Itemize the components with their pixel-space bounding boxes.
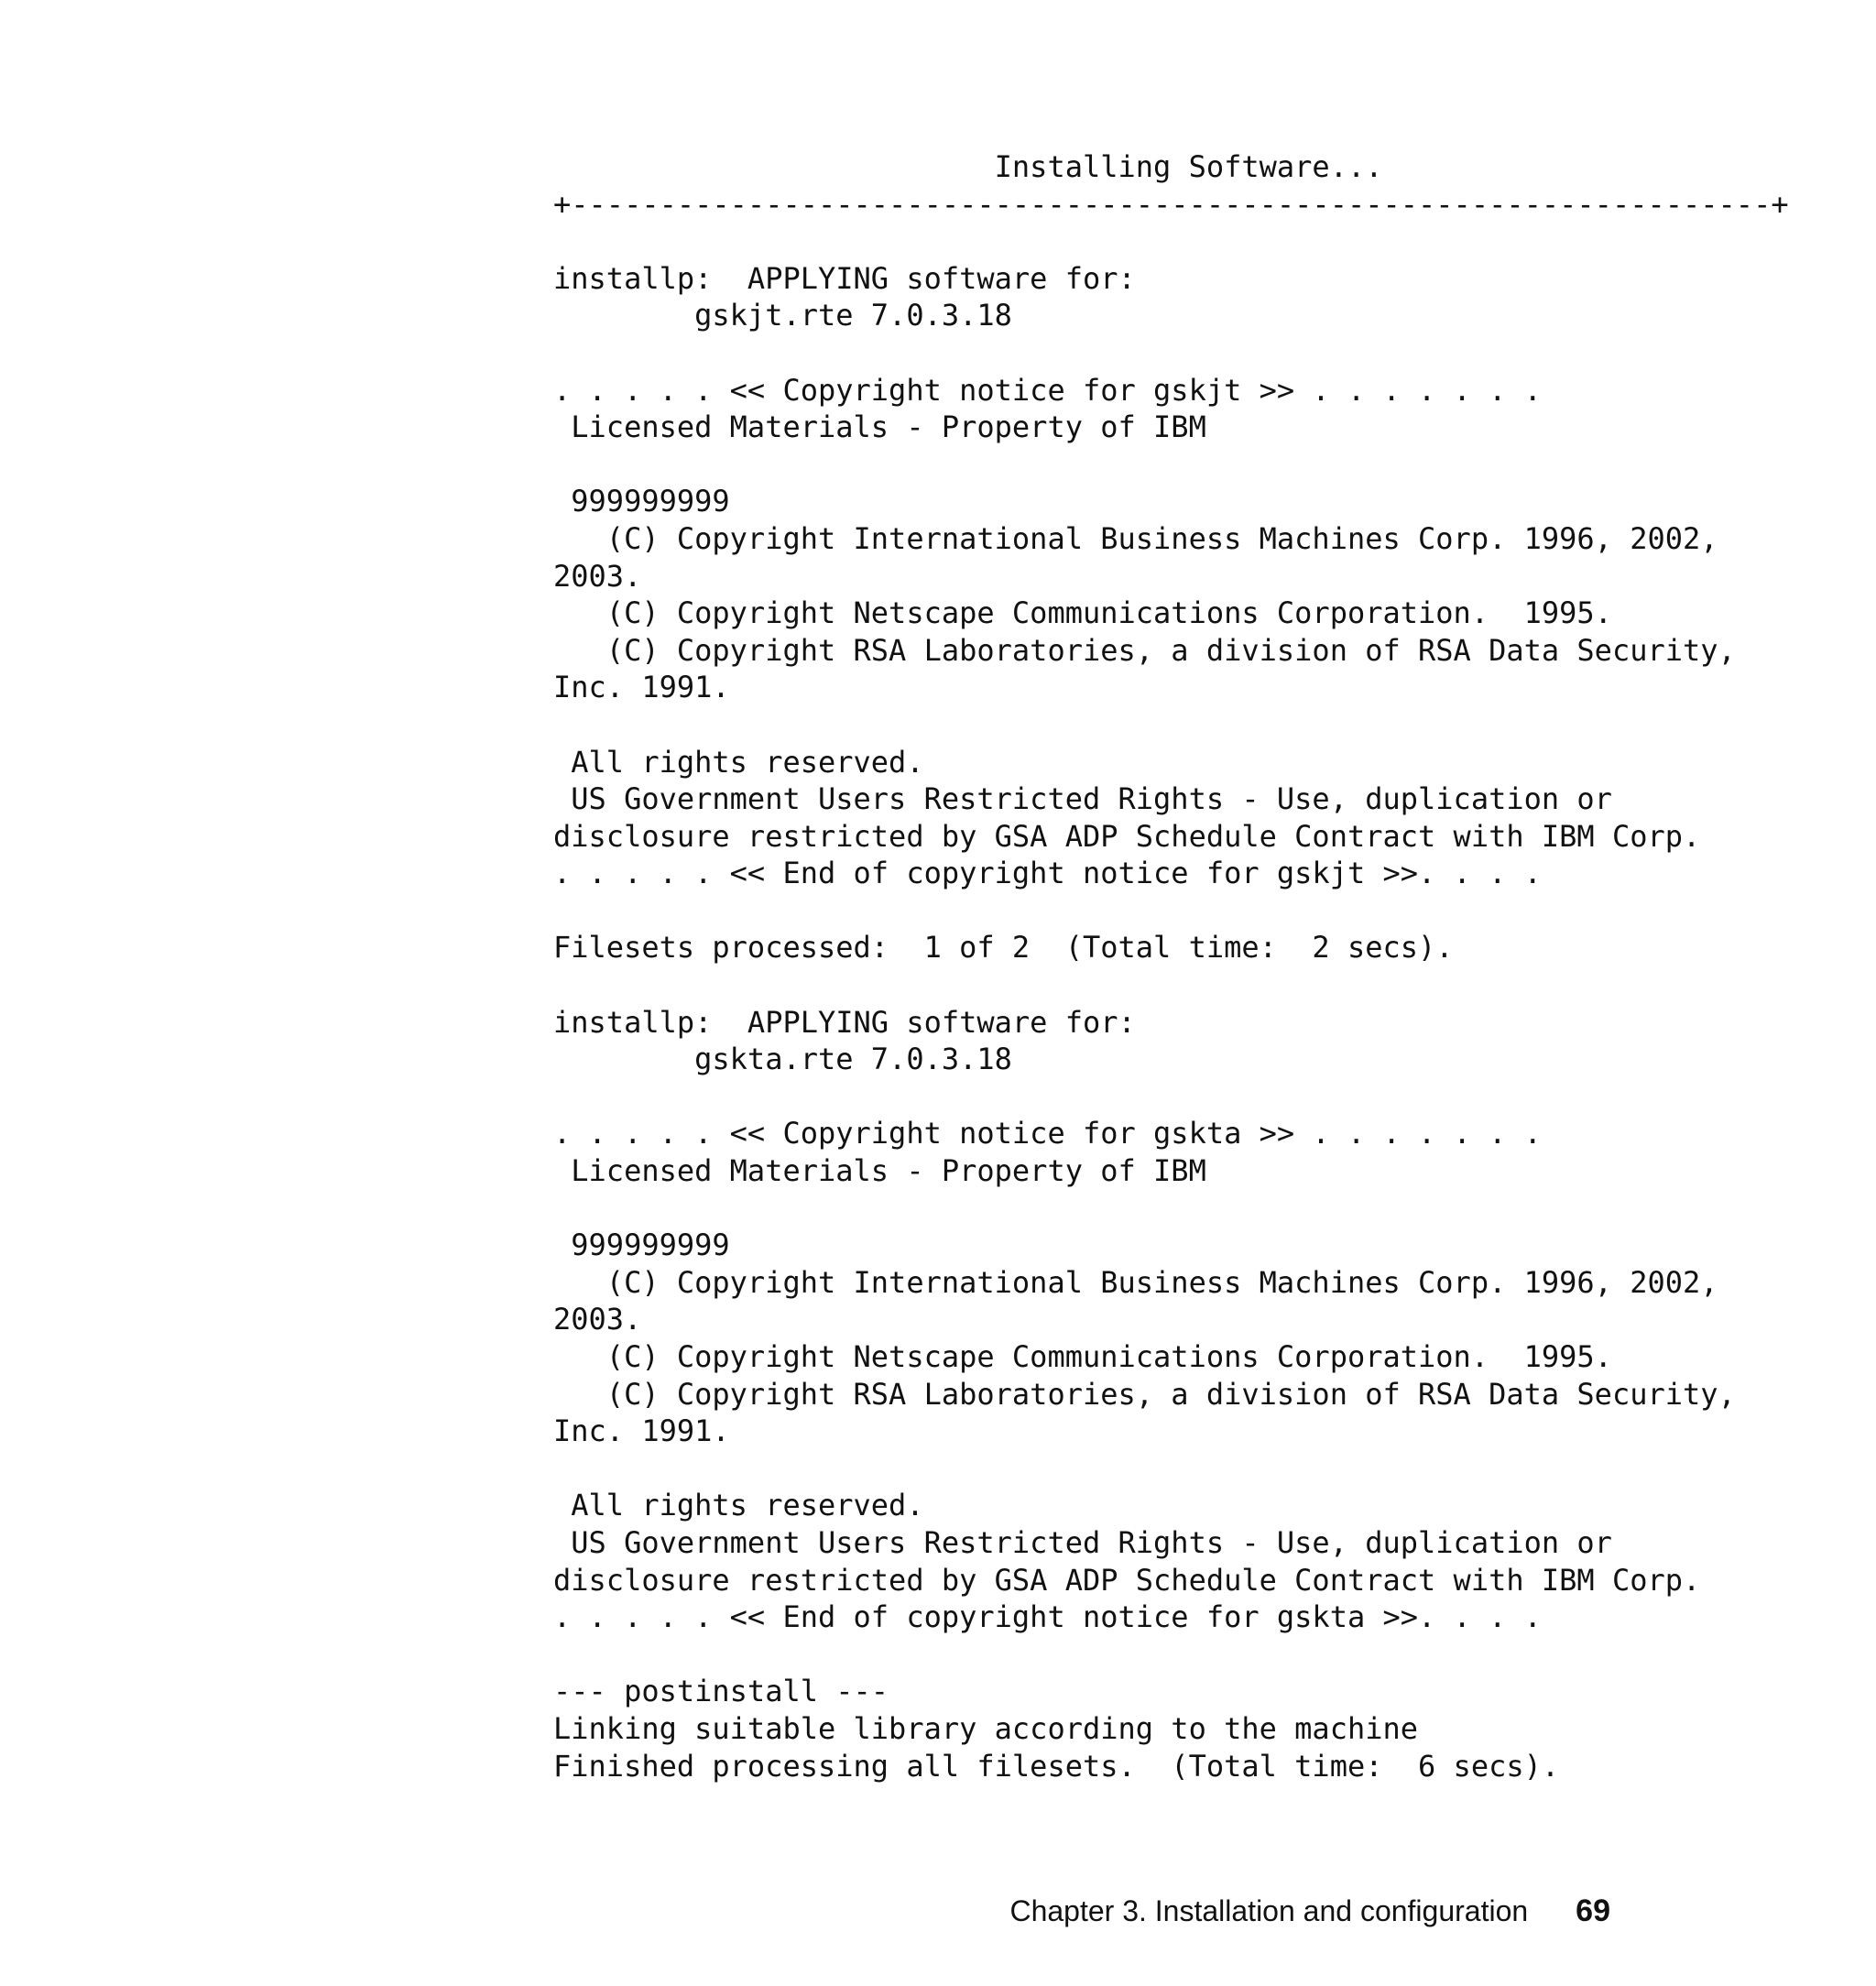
output-line: (C) Copyright International Business Machines Corp. 1996, 2002, [553,1264,1718,1300]
output-line: . . . . . << End of copyright notice for gskjt >>. . . . [553,856,1542,891]
output-line: (C) Copyright RSA Laboratories, a division of RSA Data Security, [553,632,1736,668]
output-line: (C) Copyright RSA Laboratories, a division of RSA Data Security, [553,1376,1736,1412]
output-line: 2003. [553,558,642,594]
output-line: Inc. 1991. [553,670,730,705]
page-footer [1008,1893,1610,1939]
output-line: Inc. 1991. [553,1413,730,1449]
output-line: Filesets processed: 1 of 2 (Total time: 2 secs). [553,930,1454,966]
installation-output [553,148,1789,1784]
output-line: 999999999 [553,1228,730,1263]
output-line: (C) Copyright International Business Machines Corp. 1996, 2002, [553,520,1718,556]
output-line [553,706,1652,744]
output-line: (C) Copyright Netscape Communications Corporation. 1995. [553,595,1612,631]
page-number: 69 [1576,1893,1610,1928]
chapter-title: Chapter 3. Installation and configuration [1009,1894,1529,1927]
output-line: Licensed Materials - Property of IBM [553,1153,1206,1189]
output-line: . . . . . << Copyright notice for gskta >> . . . . . . . [553,1116,1542,1151]
output-line: (C) Copyright Netscape Communications Corporation. 1995. [553,1339,1612,1374]
output-line: 999999999 [553,484,730,519]
output-line: All rights reserved. [553,744,924,780]
output-line: gskta.rte 7.0.3.18 [553,1042,1012,1077]
output-line [553,892,1652,930]
output-line [553,1078,1652,1116]
output-line: +--------------------------------------------------------------------+ [553,186,1789,222]
output-line: Installing Software... [553,149,1383,184]
output-line: . . . . . << End of copyright notice for gskta >>. . . . [553,1599,1542,1635]
output-line [553,1190,1652,1228]
output-line [553,1636,1652,1674]
output-line: disclosure restricted by GSA ADP Schedule Contract with IBM Corp. [553,1562,1701,1598]
output-line: US Government Users Restricted Rights - Use, duplication or [553,1524,1612,1560]
output-line [553,334,1652,372]
output-line: US Government Users Restricted Rights - Use, duplication or [553,781,1612,817]
output-line: installp: APPLYING software for: [553,1004,1136,1040]
output-line: Linking suitable library according to the machine [553,1710,1419,1746]
output-line [553,446,1652,484]
output-line: --- postinstall --- [553,1674,889,1709]
output-line: . . . . . << Copyright notice for gskjt >> . . . . . . . [553,372,1542,408]
output-line: installp: APPLYING software for: [553,260,1136,296]
output-line [553,966,1652,1004]
output-line: disclosure restricted by GSA ADP Schedule Contract with IBM Corp. [553,818,1701,854]
output-line: All rights reserved. [553,1488,924,1523]
output-line: Finished processing all filesets. (Total time: 6 secs). [553,1748,1560,1784]
output-line [553,223,1652,260]
output-line: 2003. [553,1302,642,1337]
output-line [553,1450,1652,1488]
output-line: Licensed Materials - Property of IBM [553,409,1206,445]
output-line: gskjt.rte 7.0.3.18 [553,298,1012,333]
